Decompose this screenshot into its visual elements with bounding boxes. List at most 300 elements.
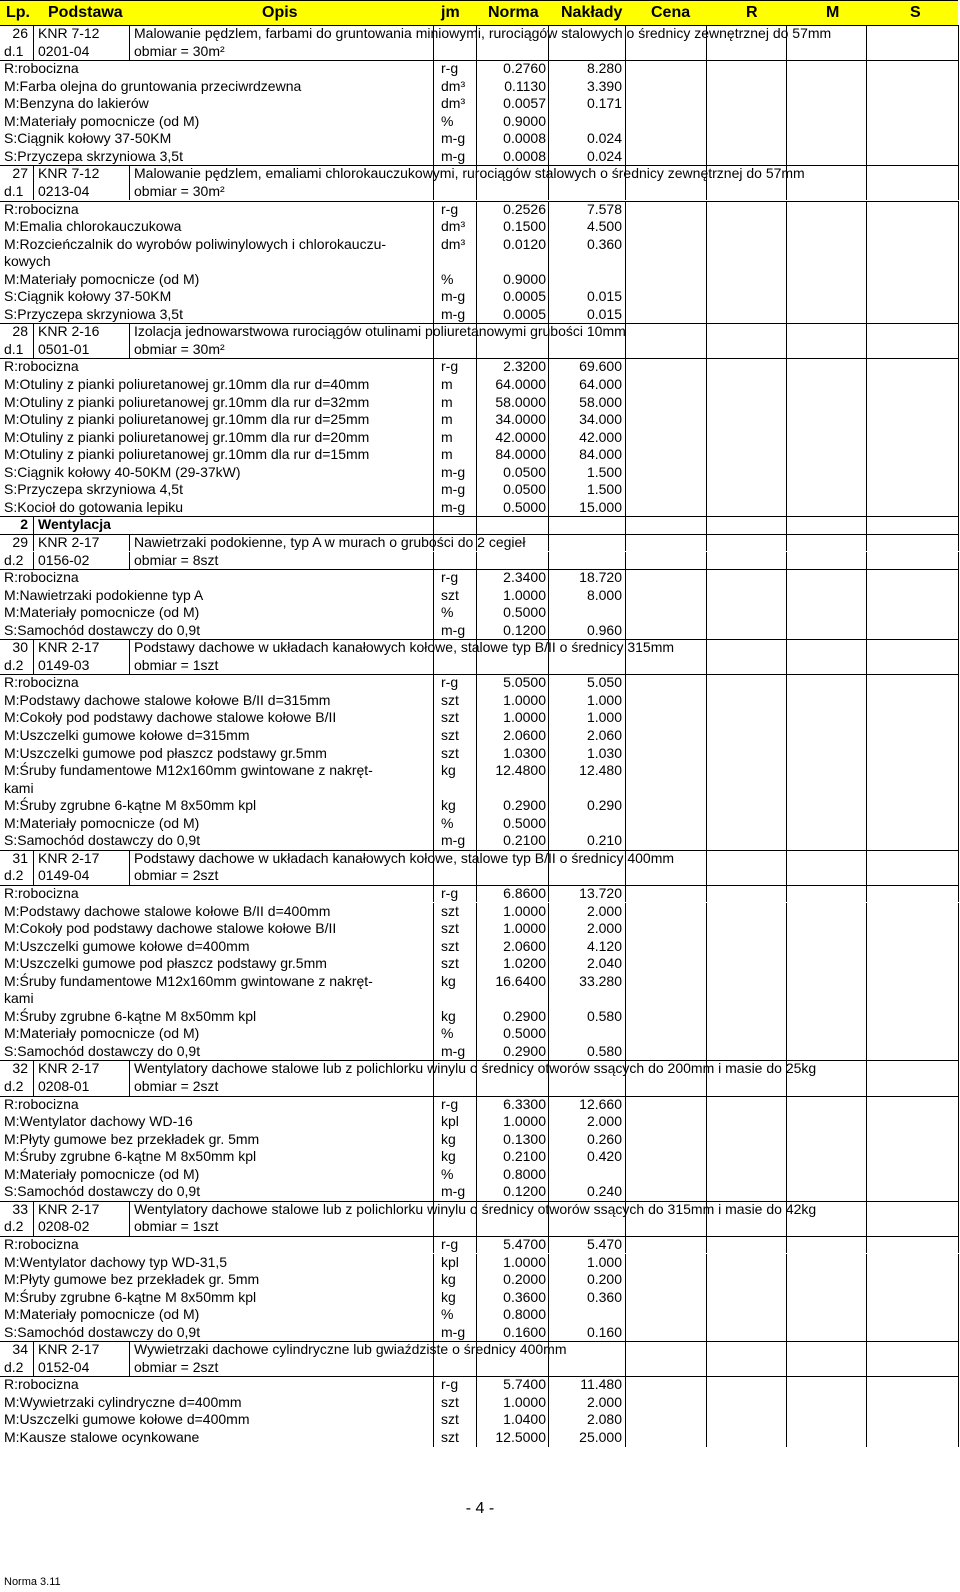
column-separator	[786, 323, 787, 341]
item-norm: 0.1200	[503, 621, 546, 638]
column-separator	[625, 1060, 626, 1078]
position-code: 0208-01	[38, 1078, 90, 1094]
column-separator	[625, 1289, 626, 1307]
column-separator	[786, 955, 787, 973]
item-unit: kg	[441, 1288, 456, 1305]
column-separator	[958, 411, 959, 429]
column-separator	[33, 1078, 34, 1096]
column-separator	[706, 271, 707, 289]
column-separator	[625, 516, 626, 534]
column-separator	[548, 1060, 549, 1078]
column-separator	[958, 376, 959, 394]
column-separator	[548, 1166, 549, 1184]
item-outlay: 0.580	[586, 1007, 622, 1024]
column-separator	[433, 1411, 434, 1429]
item-outlay: 25.000	[579, 1429, 622, 1445]
item-unit: szt	[441, 727, 459, 743]
table-row	[0, 973, 958, 991]
column-separator	[958, 1324, 959, 1342]
item-unit: r-g	[441, 1235, 459, 1252]
item-unit: r-g	[441, 569, 459, 586]
column-separator	[625, 709, 626, 727]
item-unit: m-g	[441, 498, 466, 515]
item-norm: 42.0000	[495, 428, 546, 445]
column-separator	[866, 657, 867, 675]
column-separator	[433, 850, 434, 868]
column-separator	[958, 341, 959, 359]
column-separator	[706, 60, 707, 78]
column-separator	[958, 1254, 959, 1272]
column-separator	[958, 25, 959, 43]
table-row	[0, 903, 958, 921]
item-description: M:Farba olejna do gruntowania przeciwrdzewna	[4, 77, 302, 94]
table-row	[0, 1254, 958, 1272]
column-separator	[548, 1359, 549, 1377]
column-separator	[625, 1025, 626, 1043]
header-r: R	[746, 4, 758, 21]
column-separator	[866, 271, 867, 289]
item-description: kami	[4, 990, 34, 1007]
column-separator	[625, 165, 626, 183]
column-separator	[958, 622, 959, 640]
column-separator	[548, 534, 549, 552]
item-norm: 0.0500	[503, 463, 546, 480]
column-separator	[476, 1060, 477, 1078]
column-separator	[625, 1113, 626, 1131]
column-separator	[548, 1429, 549, 1447]
column-separator	[866, 1289, 867, 1307]
column-separator	[866, 604, 867, 622]
item-outlay: 5.470	[586, 1235, 622, 1252]
column-separator	[706, 236, 707, 254]
item-unit: %	[441, 112, 454, 129]
item-outlay: 0.420	[586, 1148, 622, 1165]
column-separator	[866, 990, 867, 1008]
item-unit: %	[441, 814, 454, 831]
column-separator	[958, 43, 959, 61]
column-separator	[958, 920, 959, 938]
table-row	[0, 1183, 958, 1201]
column-separator	[548, 587, 549, 605]
position-code: 0201-04	[38, 42, 90, 59]
item-description: M:Podstawy dachowe stalowe kołowe B/II d=315mm	[4, 691, 331, 708]
item-outlay: 58.000	[579, 393, 622, 410]
column-separator	[786, 1008, 787, 1026]
column-separator	[786, 692, 787, 710]
column-separator	[625, 429, 626, 447]
item-norm: 0.5000	[503, 1025, 546, 1042]
column-separator	[706, 1306, 707, 1324]
position-dept: d.2	[4, 551, 24, 568]
item-unit: r-g	[441, 200, 459, 217]
column-separator	[786, 376, 787, 394]
column-separator	[958, 183, 959, 201]
column-separator	[866, 1218, 867, 1236]
column-separator	[958, 692, 959, 710]
column-separator	[625, 552, 626, 570]
column-separator	[786, 745, 787, 763]
column-separator	[433, 990, 434, 1008]
position-dept: d.2	[4, 656, 24, 673]
column-separator	[958, 709, 959, 727]
column-separator	[476, 990, 477, 1008]
header-m: M	[826, 4, 840, 21]
column-separator	[706, 1148, 707, 1166]
table-row	[0, 60, 958, 78]
column-separator	[548, 1131, 549, 1149]
column-separator	[433, 1025, 434, 1043]
column-separator	[433, 1008, 434, 1026]
item-description: M:Uszczelki gumowe kołowe d=315mm	[4, 727, 250, 743]
column-separator	[433, 674, 434, 692]
column-separator	[548, 727, 549, 745]
column-separator	[129, 341, 130, 359]
column-separator	[706, 1113, 707, 1131]
column-separator	[548, 903, 549, 921]
column-separator	[786, 1324, 787, 1342]
item-outlay: 3.390	[586, 77, 622, 94]
column-separator	[625, 867, 626, 885]
item-norm: 0.2000	[503, 1271, 546, 1288]
column-separator	[625, 218, 626, 236]
position-row	[0, 43, 958, 61]
table-row	[0, 569, 958, 587]
column-separator	[786, 815, 787, 833]
item-description: M:Uszczelki gumowe pod płaszcz podstawy gr.5mm	[4, 744, 327, 761]
column-separator	[958, 1429, 959, 1447]
position-row	[0, 1359, 958, 1377]
position-description: Izolacja jednowarstwowa rurociągów otulinami poliuretanowymi grubości 10mm	[134, 323, 626, 340]
column-separator	[866, 1306, 867, 1324]
item-unit: m-g	[441, 1042, 466, 1059]
column-separator	[433, 797, 434, 815]
column-separator	[866, 306, 867, 324]
header-lp: Lp.	[6, 4, 30, 21]
table-row	[0, 481, 958, 499]
column-separator	[548, 832, 549, 850]
position-basis: KNR 7-12	[38, 25, 100, 41]
column-separator	[476, 885, 477, 903]
position-number: 28	[12, 323, 28, 340]
column-separator	[786, 113, 787, 131]
column-separator	[958, 148, 959, 166]
column-separator	[548, 288, 549, 306]
item-outlay: 1.000	[586, 1253, 622, 1270]
table-row	[0, 218, 958, 236]
item-norm: 1.0400	[503, 1411, 546, 1428]
column-separator	[786, 1131, 787, 1149]
column-separator	[958, 165, 959, 183]
software-version: Norma 3.11	[4, 1576, 61, 1588]
item-norm: 2.3400	[503, 569, 546, 586]
column-separator	[706, 1060, 707, 1078]
position-code: 0156-02	[38, 551, 90, 568]
column-separator	[866, 253, 867, 271]
column-separator	[625, 832, 626, 850]
column-separator	[625, 1008, 626, 1026]
table-row	[0, 1289, 958, 1307]
item-description: S:Samochód dostawczy do 0,9t	[4, 832, 201, 849]
column-separator	[433, 938, 434, 956]
position-basis: KNR 2-17	[38, 639, 100, 656]
column-separator	[476, 1271, 477, 1289]
column-separator	[476, 1236, 477, 1254]
item-norm: 1.0200	[503, 955, 546, 972]
position-dept: d.1	[4, 182, 24, 199]
table-row	[0, 709, 958, 727]
column-separator	[786, 885, 787, 903]
column-separator	[866, 692, 867, 710]
item-norm: 0.3600	[503, 1288, 546, 1305]
item-description: M:Otuliny z pianki poliuretanowej gr.10mm dla rur d=40mm	[4, 376, 370, 392]
column-separator	[548, 341, 549, 359]
column-separator	[786, 201, 787, 219]
column-separator	[433, 920, 434, 938]
column-separator	[548, 622, 549, 640]
column-separator	[866, 903, 867, 921]
item-description: M:Materiały pomocnicze (od M)	[4, 1165, 200, 1182]
column-separator	[625, 657, 626, 675]
position-row	[0, 165, 958, 183]
position-description: Podstawy dachowe w układach kanałowych kołowe, stalowe typ B/II o średnicy 400mm	[134, 849, 675, 866]
column-separator	[625, 376, 626, 394]
page-number: - 4 -	[465, 1500, 495, 1517]
position-code: 0501-01	[38, 340, 90, 357]
item-outlay: 0.260	[586, 1130, 622, 1147]
column-separator	[433, 1043, 434, 1061]
column-separator	[958, 218, 959, 236]
column-separator	[706, 1166, 707, 1184]
column-separator	[706, 95, 707, 113]
item-unit: m-g	[441, 147, 466, 164]
column-separator	[866, 183, 867, 201]
column-separator	[786, 1060, 787, 1078]
item-outlay: 8.280	[586, 60, 622, 77]
item-description: R:robocizna	[4, 1376, 79, 1393]
item-outlay: 7.578	[586, 200, 622, 217]
column-separator	[706, 587, 707, 605]
column-separator	[476, 569, 477, 587]
column-separator	[706, 1324, 707, 1342]
item-description: R:robocizna	[4, 60, 79, 77]
column-separator	[625, 990, 626, 1008]
table-row	[0, 1096, 958, 1114]
table-row	[0, 727, 958, 745]
column-separator	[866, 464, 867, 482]
column-separator	[786, 1201, 787, 1219]
item-outlay: 0.210	[586, 832, 622, 849]
item-norm: 0.2900	[503, 1007, 546, 1024]
column-separator	[866, 1078, 867, 1096]
column-separator	[866, 955, 867, 973]
column-separator	[625, 60, 626, 78]
column-separator	[706, 780, 707, 798]
column-separator	[433, 1060, 434, 1078]
column-separator	[33, 1060, 34, 1078]
position-number: 34	[12, 1341, 28, 1358]
table-row	[0, 1429, 958, 1447]
column-separator	[625, 1341, 626, 1359]
column-separator	[476, 832, 477, 850]
column-separator	[129, 25, 130, 43]
column-separator	[548, 1394, 549, 1412]
column-separator	[548, 762, 549, 780]
column-separator	[548, 990, 549, 1008]
column-separator	[866, 709, 867, 727]
column-separator	[476, 709, 477, 727]
column-separator	[129, 1359, 130, 1377]
column-separator	[548, 569, 549, 587]
column-separator	[866, 1113, 867, 1131]
column-separator	[958, 236, 959, 254]
item-norm: 0.5000	[503, 814, 546, 831]
column-separator	[958, 1078, 959, 1096]
item-unit: dm³	[441, 218, 466, 235]
item-description: S:Samochód dostawczy do 0,9t	[4, 1323, 201, 1340]
column-separator	[958, 815, 959, 833]
column-separator	[706, 1043, 707, 1061]
column-separator	[476, 1429, 477, 1447]
item-description: M:Materiały pomocnicze (od M)	[4, 1306, 200, 1323]
column-separator	[548, 1218, 549, 1236]
item-description: M:Otuliny z pianki poliuretanowej gr.10mm dla rur d=32mm	[4, 393, 370, 410]
item-unit: dm³	[441, 235, 466, 252]
item-unit: szt	[441, 902, 459, 919]
column-separator	[129, 1060, 130, 1078]
item-norm: 0.0008	[503, 147, 546, 164]
column-separator	[476, 1254, 477, 1272]
column-separator	[625, 1148, 626, 1166]
table-row	[0, 587, 958, 605]
item-norm: 0.2100	[503, 832, 546, 849]
table-row	[0, 1148, 958, 1166]
column-separator	[706, 762, 707, 780]
column-separator	[433, 95, 434, 113]
column-separator	[433, 709, 434, 727]
column-separator	[548, 113, 549, 131]
item-unit: r-g	[441, 1095, 459, 1112]
column-separator	[706, 815, 707, 833]
column-separator	[958, 271, 959, 289]
column-separator	[958, 1096, 959, 1114]
column-separator	[786, 130, 787, 148]
column-separator	[958, 657, 959, 675]
position-row	[0, 1341, 958, 1359]
column-separator	[625, 95, 626, 113]
item-outlay: 0.290	[586, 797, 622, 814]
column-separator	[476, 1324, 477, 1342]
table-row	[0, 499, 958, 517]
table-row	[0, 394, 958, 412]
column-separator	[786, 499, 787, 517]
column-separator	[958, 1183, 959, 1201]
column-separator	[706, 920, 707, 938]
column-separator	[706, 727, 707, 745]
column-separator	[625, 1078, 626, 1096]
table-row	[0, 1043, 958, 1061]
column-separator	[625, 1394, 626, 1412]
column-separator	[625, 464, 626, 482]
item-norm: 0.1130	[504, 77, 546, 94]
item-description: M:Uszczelki gumowe pod płaszcz podstawy gr.5mm	[4, 955, 327, 972]
column-separator	[786, 253, 787, 271]
column-separator	[866, 1359, 867, 1377]
column-separator	[958, 534, 959, 552]
table-row	[0, 306, 958, 324]
position-row	[0, 639, 958, 657]
column-separator	[706, 797, 707, 815]
column-separator	[786, 464, 787, 482]
column-separator	[476, 148, 477, 166]
column-separator	[706, 1394, 707, 1412]
table-row	[0, 1131, 958, 1149]
column-separator	[866, 429, 867, 447]
section-number: 2	[20, 516, 28, 533]
item-norm: 0.9000	[503, 112, 546, 129]
item-outlay: 0.360	[586, 235, 622, 252]
column-separator	[866, 78, 867, 96]
column-separator	[706, 253, 707, 271]
item-norm: 2.0600	[503, 727, 546, 743]
column-separator	[625, 306, 626, 324]
column-separator	[866, 376, 867, 394]
column-separator	[476, 113, 477, 131]
item-unit: m-g	[441, 130, 466, 147]
item-norm: 5.0500	[503, 674, 546, 691]
position-basis: KNR 2-17	[38, 1200, 100, 1217]
item-outlay: 1.030	[586, 744, 622, 761]
table-row	[0, 1324, 958, 1342]
column-separator	[706, 639, 707, 657]
column-separator	[433, 43, 434, 61]
position-number: 33	[12, 1200, 28, 1217]
column-separator	[476, 780, 477, 798]
column-separator	[866, 1060, 867, 1078]
position-code: 0149-04	[38, 867, 90, 884]
position-description: Wentylatory dachowe stalowe lub z polichlorku winylu o średnicy otworów ssących do 200mm i masie do 25kg	[134, 1060, 817, 1077]
item-outlay: 15.000	[579, 498, 622, 515]
item-outlay: 2.060	[586, 727, 622, 743]
column-separator	[433, 236, 434, 254]
column-separator	[866, 885, 867, 903]
item-description: M:Płyty gumowe bez przekładek gr. 5mm	[4, 1271, 260, 1288]
table-row	[0, 78, 958, 96]
item-norm: 1.0000	[503, 1393, 546, 1410]
table-row	[0, 832, 958, 850]
column-separator	[476, 1078, 477, 1096]
column-separator	[129, 639, 130, 657]
column-separator	[476, 446, 477, 464]
column-separator	[548, 429, 549, 447]
item-description: R:robocizna	[4, 674, 79, 691]
position-description: Malowanie pędzlem, farbami do gruntowania miniowymi, rurociągów stalowych o średnicy zewnętrznej do 57mm	[134, 25, 832, 41]
column-separator	[476, 692, 477, 710]
column-separator	[866, 534, 867, 552]
column-separator	[625, 25, 626, 43]
item-description: M:Otuliny z pianki poliuretanowej gr.10mm dla rur d=25mm	[4, 411, 370, 428]
item-description: kami	[4, 779, 34, 796]
column-separator	[866, 1429, 867, 1447]
column-separator	[548, 25, 549, 43]
column-separator	[786, 709, 787, 727]
column-separator	[625, 183, 626, 201]
column-separator	[866, 1166, 867, 1184]
column-separator	[433, 201, 434, 219]
item-norm: 0.1300	[503, 1130, 546, 1147]
column-separator	[866, 1376, 867, 1394]
item-norm: 0.1500	[503, 218, 546, 235]
column-separator	[625, 780, 626, 798]
